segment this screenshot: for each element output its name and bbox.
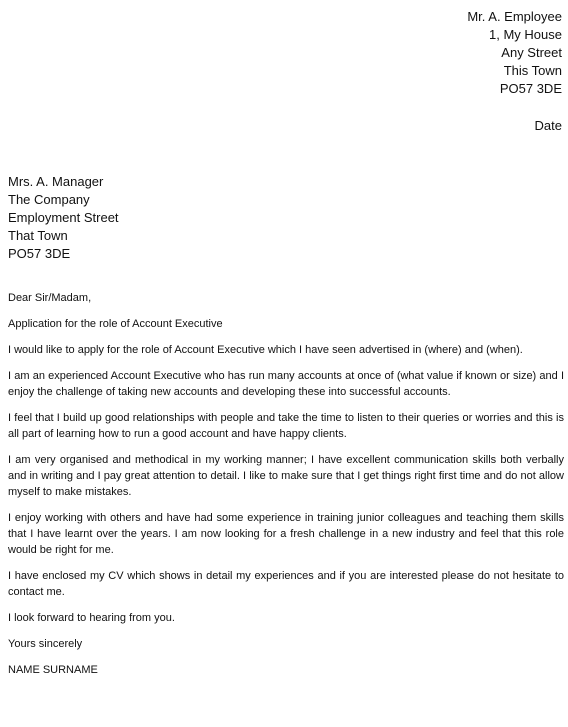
letter-body xyxy=(8,290,564,688)
signature-name: NAME SURNAME xyxy=(8,664,98,676)
sender-postcode: PO57 3DE xyxy=(499,81,562,96)
sender-address-line: 1, My House xyxy=(489,27,562,42)
letter-date: Date xyxy=(534,118,562,133)
paragraph-teamwork: I enjoy working with others and have had some experience in training junior colleagues and teaching them skills that I have learnt over the years. I am now looking for a fresh challenge in a new industry and feel that this role would be right for me. xyxy=(8,512,564,556)
paragraph-experience: I am an experienced Account Executive who has run many accounts at once of (what value if known or size) and I enjoy the challenge of taking new accounts and developing these into successful accounts. xyxy=(8,370,564,398)
paragraph-relationships: I feel that I build up good relationships with people and take the time to listen to their queries or worries and this is all part of learning how to run a good account and have happy clients. xyxy=(8,412,564,440)
recipient-address-line: The Company xyxy=(8,192,90,207)
recipient-address-line: That Town xyxy=(8,228,68,243)
salutation: Dear Sir/Madam, xyxy=(8,292,92,304)
paragraph-intro: I would like to apply for the role of Account Executive which I have seen advertised in (where) and (when). xyxy=(8,344,523,356)
sender-address-block xyxy=(467,8,562,98)
sender-name: Mr. A. Employee xyxy=(467,9,562,24)
paragraph-skills: I am very organised and methodical in my working manner; I have excellent communication skills both verbally and in writing and I pay great attention to detail. I like to make sure that I get things right first time and do not allow myself to make mistakes. xyxy=(8,454,564,498)
subject-line: Application for the role of Account Executive xyxy=(8,318,223,330)
sender-address-line: This Town xyxy=(503,63,562,78)
recipient-address-line: Employment Street xyxy=(8,210,119,225)
paragraph-cv: I have enclosed my CV which shows in detail my experiences and if you are interested please do not hesitate to contact me. xyxy=(8,570,564,598)
paragraph-closing-remark: I look forward to hearing from you. xyxy=(8,612,175,624)
recipient-name: Mrs. A. Manager xyxy=(8,174,104,189)
closing: Yours sincerely xyxy=(8,638,83,650)
recipient-address-block xyxy=(8,173,119,263)
sender-address-line: Any Street xyxy=(501,45,562,60)
recipient-postcode: PO57 3DE xyxy=(8,246,71,261)
